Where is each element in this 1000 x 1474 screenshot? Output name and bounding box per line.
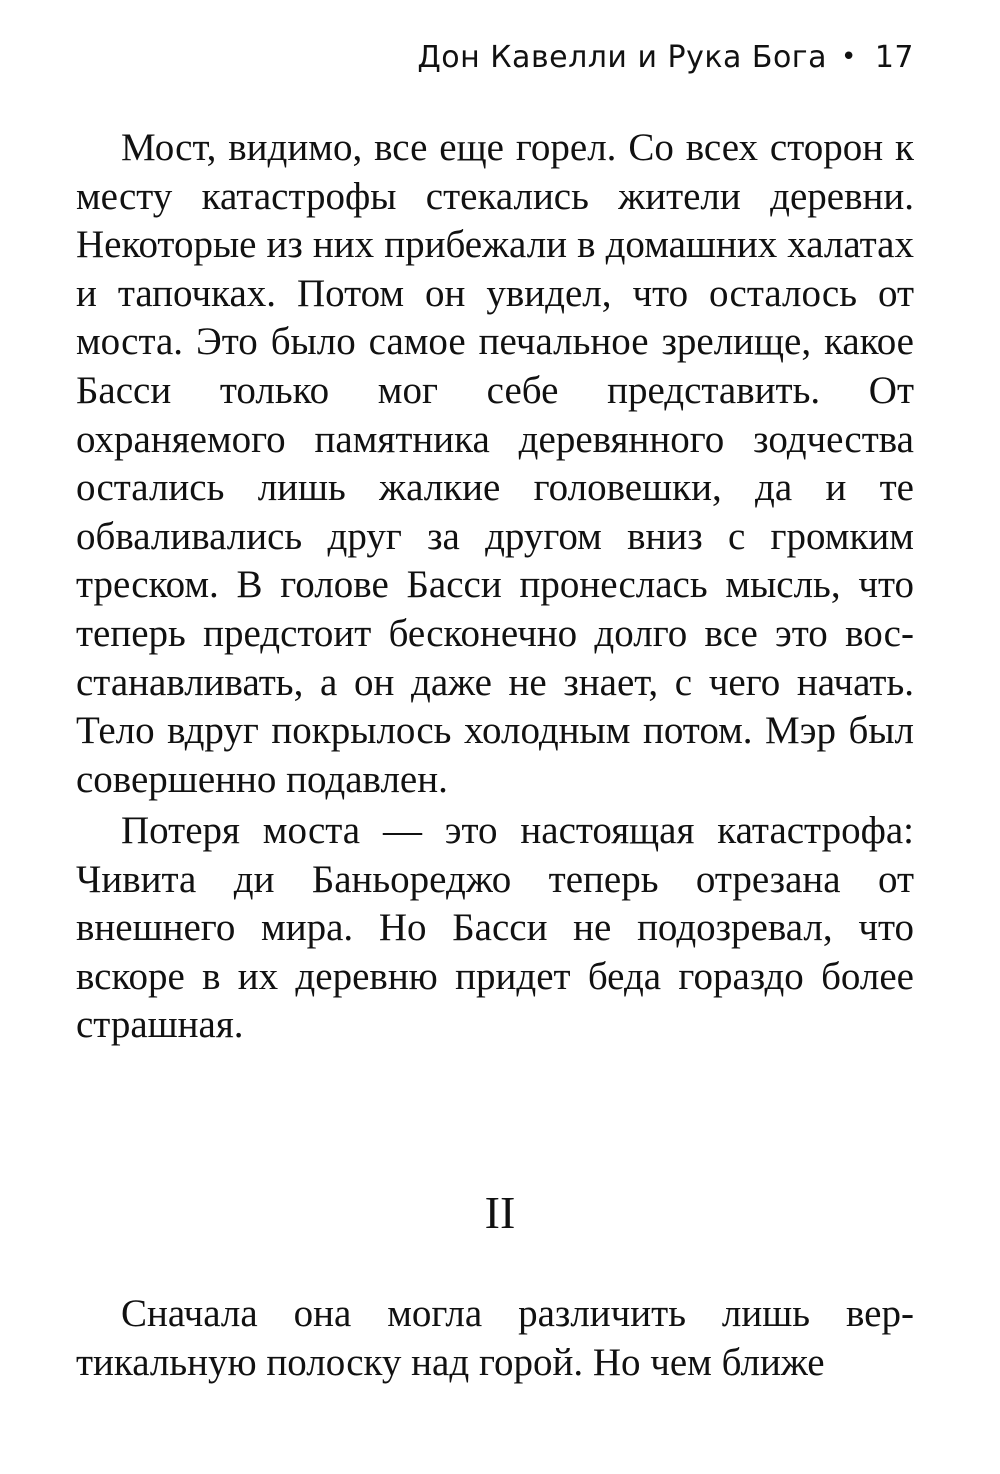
paragraph-2: Потеря моста — это настоящая катастрофа: Чивита ди Баньореджо теперь отрезана от внешнего мира. Но Басси не подозревал, что вскоре в их деревню придет беда гораздо более страшная.: [76, 809, 914, 1047]
header-separator: •: [840, 42, 857, 72]
running-title: Дон Кавелли и Рука Бога: [417, 40, 827, 75]
paragraph-1: Мост, видимо, все еще горел. Со всех сторон к месту катастрофы стекались жители деревни. Некоторые из них прибежали в домашних халатах и тапочках. Потом он увидел, что осталось от моста. Это было самое печальное зрелище, какое Басси только мог себе представить. От охраняемого памятника деревянного зодчества остались лишь жалкие головешки, да и те обваливались друг за другом вниз с громким треском. В голове Басси пронеслась мысль, что теперь предстоит бесконечно долго все это восстанавливать, а он даже не знает, с чего начать. Тело вдруг покрылось холодным потом. Мэр был совершенно подавлен.: [76, 126, 914, 801]
chapter-opening-paragraph: Сначала она могла различить лишь вертикальную полоску над горой. Но чем ближе: [76, 1292, 914, 1384]
text-block-2: [76, 807, 914, 1050]
running-header: [417, 40, 914, 75]
page-number: 17: [874, 40, 914, 75]
chapter-heading: II: [484, 1187, 516, 1238]
text-block-1: [76, 124, 914, 804]
text-block-3: [76, 1290, 914, 1387]
